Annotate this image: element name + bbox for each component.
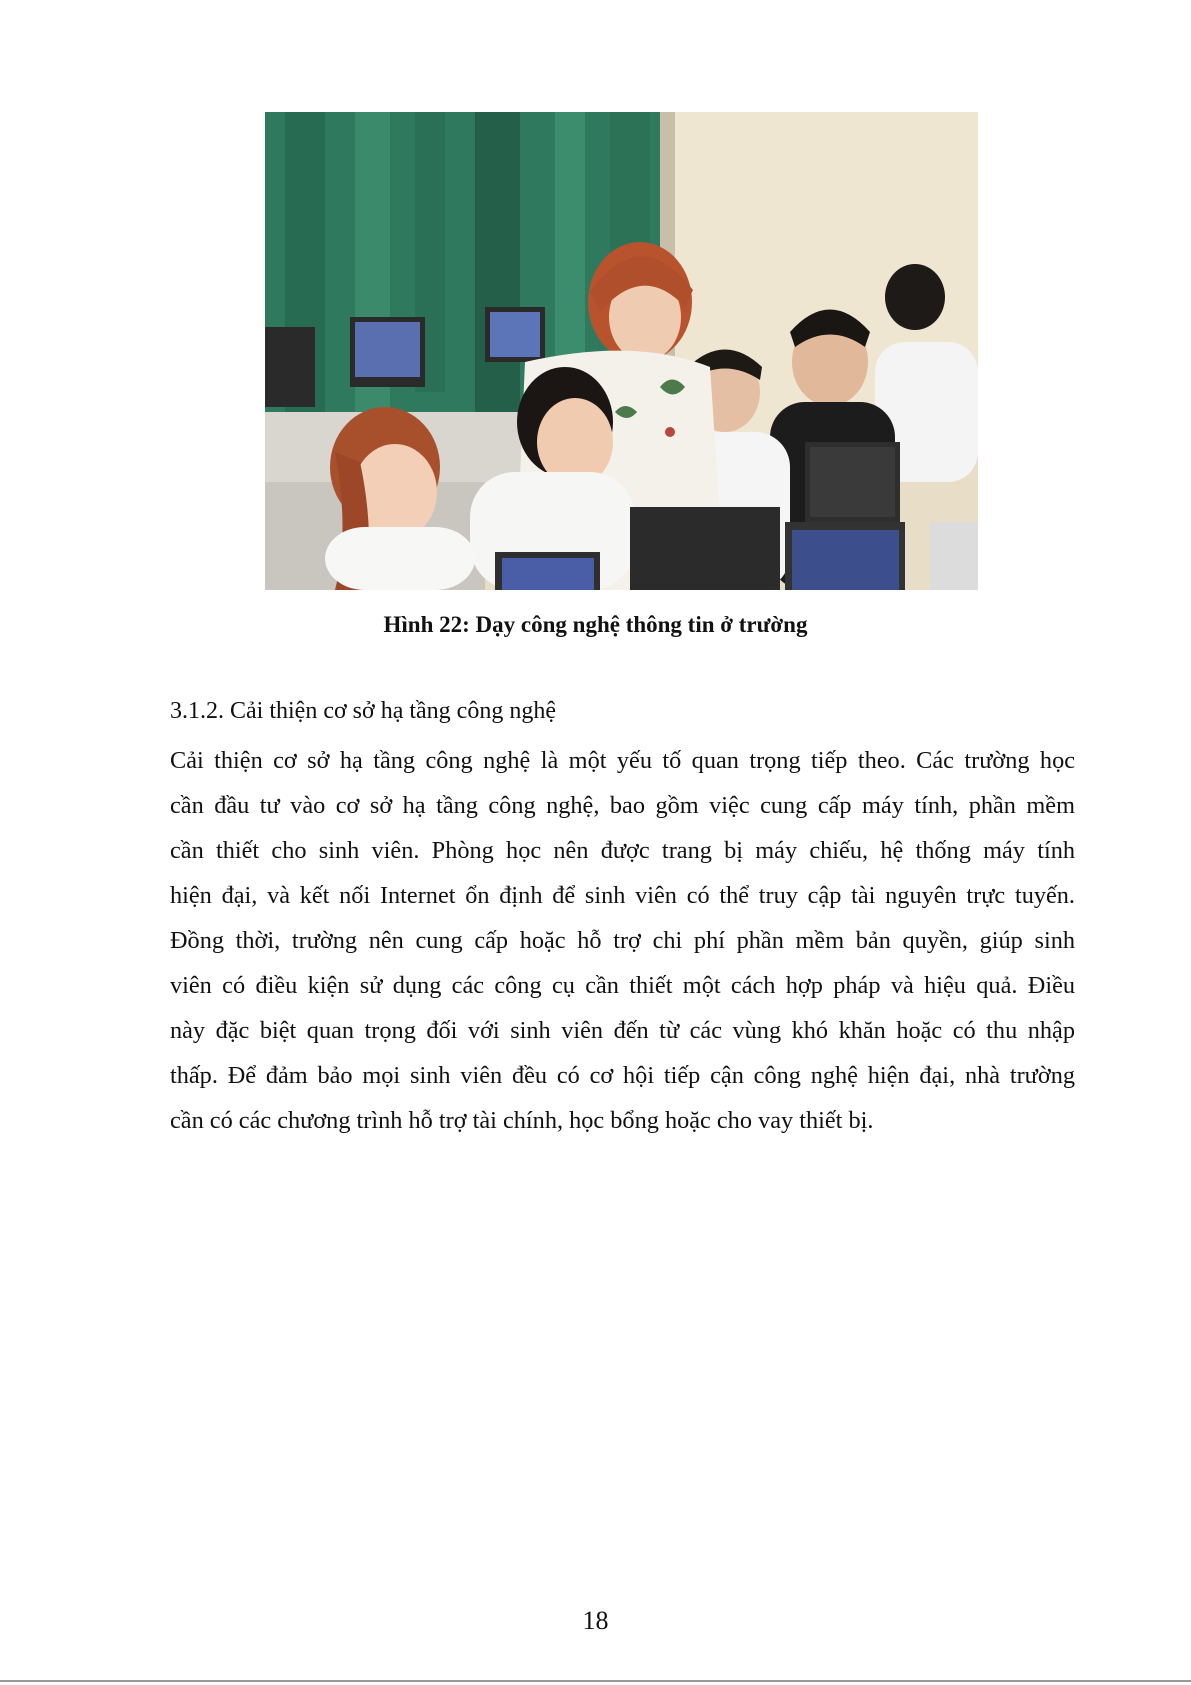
figure-caption: Hình 22: Dạy công nghệ thông tin ở trường (383, 612, 808, 637)
page-number: 18 (582, 1606, 609, 1635)
paragraph-line: cần có các chương trình hỗ trợ tài chính, học bổng hoặc cho vay thiết bị. (170, 1107, 874, 1134)
page-bottom-rule (0, 1680, 1191, 1682)
paragraph-line: viên có điều kiện sử dụng các công cụ cần thiết một cách hợp pháp và hiệu quả. Điều (170, 972, 1075, 999)
classroom-photo (265, 112, 978, 590)
paragraph-line: Đồng thời, trường nên cung cấp hoặc hỗ trợ chi phí phần mềm bản quyền, giúp sinh (170, 927, 1075, 954)
paragraph-line: thấp. Để đảm bảo mọi sinh viên đều có cơ hội tiếp cận công nghệ hiện đại, nhà trường (170, 1062, 1075, 1089)
paragraph-line: này đặc biệt quan trọng đối với sinh viên đến từ các vùng khó khăn hoặc có thu nhập (170, 1017, 1075, 1044)
paragraph-line: cần thiết cho sinh viên. Phòng học nên được trang bị máy chiếu, hệ thống máy tính (170, 837, 1075, 864)
paragraph-line: Cải thiện cơ sở hạ tầng công nghệ là một yếu tố quan trọng tiếp theo. Các trường học (170, 747, 1075, 774)
paragraph-line: hiện đại, và kết nối Internet ổn định để sinh viên có thể truy cập tài nguyên trực tuyến. (170, 882, 1075, 909)
section-paragraph (170, 738, 1075, 1143)
section-heading: 3.1.2. Cải thiện cơ sở hạ tầng công nghệ (170, 698, 556, 724)
paragraph-line: cần đầu tư vào cơ sở hạ tầng công nghệ, bao gồm việc cung cấp máy tính, phần mềm (170, 792, 1075, 819)
